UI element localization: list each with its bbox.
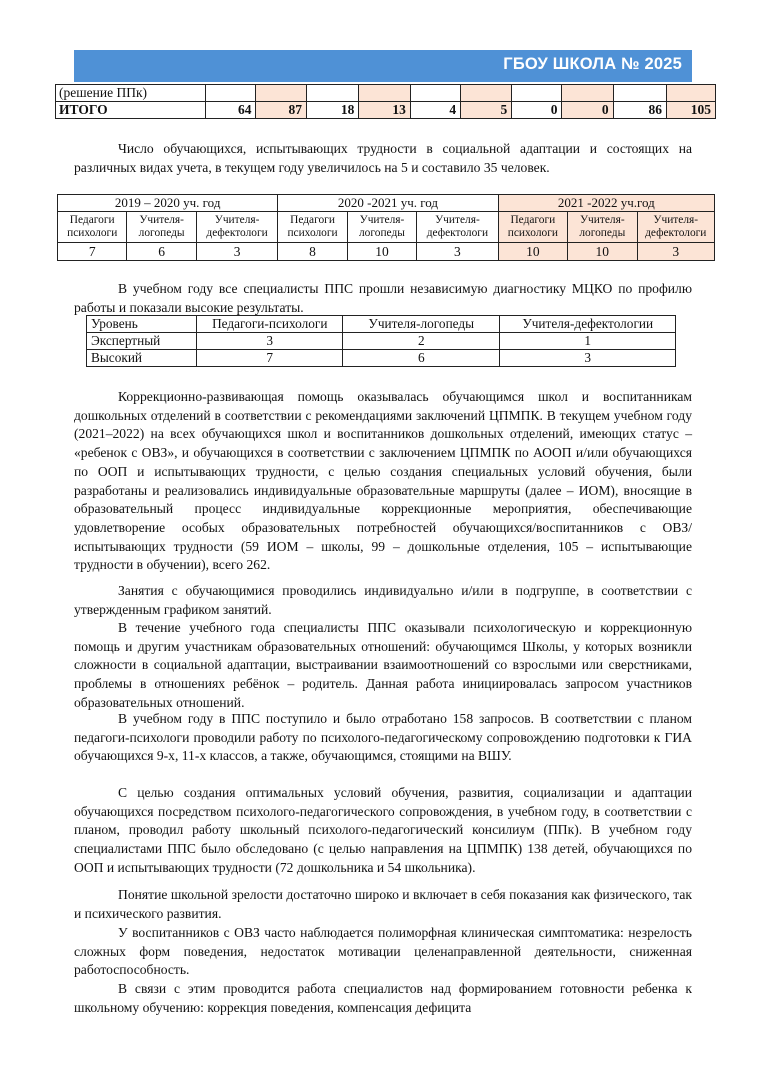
total-cell: 87	[256, 102, 307, 119]
year-header: 2020 -2021 уч. год	[278, 195, 498, 212]
value-cell: 3	[197, 333, 343, 350]
paragraph: В связи с этим проводится работа специалистов над формированием готовности ребенка к школьному обучению: коррекция поведения, компенсация дефицита	[74, 981, 692, 1015]
row-label: (решение ППк)	[56, 85, 206, 102]
year-header: 2019 – 2020 уч. год	[58, 195, 278, 212]
table-row	[87, 316, 676, 333]
table-row	[87, 333, 676, 350]
value-cell: 10	[568, 243, 637, 261]
school-title: ГБОУ ШКОЛА № 2025	[503, 55, 682, 73]
paragraph: В учебном году в ППС поступило и было отработано 158 запросов. В соответствии с планом педагоги-психологи проводили работу по психолого-педагогическому сопровождению подготовки к ГИА обучающихся 9-х, 11-х классов, а также, обучающимся, стоящими на ВШУ.	[74, 711, 692, 764]
column-header: Педагоги психологи	[58, 212, 127, 243]
table-row	[58, 243, 715, 261]
value-cell: 3	[637, 243, 715, 261]
paragraph: В учебном году все специалисты ППС прошли независимую диагностику МЦКО по профилю работы и показали высокие результаты.	[74, 281, 692, 315]
paragraph: Занятия с обучающимися проводились индивидуально и/или в подгруппе, в соответствии с утвержденным графиком занятий.	[74, 583, 692, 617]
total-cell: 18	[306, 102, 358, 119]
value-cell: 2	[343, 333, 500, 350]
paragraph: Понятие школьной зрелости достаточно широко и включает в себя показания как физического, так и психического развития.	[74, 887, 692, 921]
total-cell: 0	[512, 102, 562, 119]
column-header: Учителя-дефектологи	[196, 212, 277, 243]
value-cell: 6	[127, 243, 196, 261]
value-cell: 7	[58, 243, 127, 261]
paragraph: У воспитанников с ОВЗ часто наблюдается полиморфная клиническая симптоматика: незрелость сложных форм поведения, недостаток мотивации целенаправленной деятельности, сниженная работоспособность.	[74, 925, 692, 978]
column-header: Учителя-дефектологии	[500, 316, 676, 333]
total-label: ИТОГО	[56, 102, 206, 119]
totals-table	[55, 84, 716, 119]
total-cell: 105	[667, 102, 716, 119]
column-header: Учителя-логопеды	[343, 316, 500, 333]
value-cell: 10	[498, 243, 567, 261]
total-cell: 0	[562, 102, 613, 119]
table-row	[56, 102, 716, 119]
value-cell: 10	[347, 243, 416, 261]
value-cell: 3	[500, 350, 676, 367]
total-cell: 5	[461, 102, 512, 119]
total-cell: 4	[410, 102, 460, 119]
paragraph: В течение учебного года специалисты ППС оказывали психологическую и коррекционную помощь и другим участникам образовательных отношений: обучающимся Школы, у которых возникли сложности в социальной адаптации, выстраивании взаимоотношений со взрослыми или сверстниками, проблемы в отношениях ребёнок – родитель. Данная работа инициировалась запросом участников образовательных отношений.	[74, 620, 692, 710]
table-row	[87, 350, 676, 367]
table-row	[58, 212, 715, 243]
column-header: Учителя-дефектологи	[417, 212, 498, 243]
staff-table	[57, 194, 715, 261]
level-cell: Экспертный	[87, 333, 197, 350]
column-header: Педагоги психологи	[498, 212, 567, 243]
column-header: Педагоги психологи	[278, 212, 347, 243]
value-cell: 8	[278, 243, 347, 261]
total-cell: 64	[205, 102, 256, 119]
value-cell: 3	[196, 243, 277, 261]
level-table	[86, 315, 676, 367]
column-header: Учителя-дефектологи	[637, 212, 715, 243]
paragraph: Коррекционно-развивающая помощь оказывалась обучающимся школ и воспитанникам дошкольных отделений в соответствии с рекомендациями заключений ЦПМПК. В текущем учебном году (2021–2022) на всех обучающихся школ и воспитанников дошкольных отделений, имеющих статус – «ребенок с ОВЗ», и обучающихся в соответствии с заключением ЦПМПК по АООП и/или обучающихся по ООП и испытывающих трудности, с целью создания специальных условий обучения, были разработаны и реализовались индивидуальные образовательные маршруты (далее – ИОМ), вносящие в образовательный процесс индивидуальные коррекционные мероприятия, обеспечивающие удовлетворение особых образовательных потребностей обучающихся/воспитанников с ОВЗ/испытывающих трудности (59 ИОМ – школы, 99 – дошкольные отделения, 105 – испытывающие трудности в обучении), всего 262.	[74, 389, 692, 573]
column-header: Учителя-логопеды	[127, 212, 196, 243]
column-header: Учителя-логопеды	[347, 212, 416, 243]
value-cell: 6	[343, 350, 500, 367]
header-bar	[74, 50, 692, 82]
column-header: Учителя-логопеды	[568, 212, 637, 243]
column-header: Педагоги-психологи	[197, 316, 343, 333]
year-header: 2021 -2022 уч.год	[498, 195, 714, 212]
total-cell: 13	[359, 102, 410, 119]
value-cell: 7	[197, 350, 343, 367]
table-row	[58, 195, 715, 212]
value-cell: 3	[417, 243, 498, 261]
total-cell: 86	[613, 102, 666, 119]
value-cell: 1	[500, 333, 676, 350]
table-row	[56, 85, 716, 102]
column-header: Уровень	[87, 316, 197, 333]
paragraph: С целью создания оптимальных условий обучения, развития, социализации и адаптации обучающихся посредством психолого-педагогического сопровождения, в учебном году, в соответствии с планом, проводил работу школьный психолого-педагогический консилиум (ППк). В учебном году специалистами ППС было обследовано (с целью направления на ЦПМПК) 138 детей, обучающихся по ООП и испытывающих трудности (72 дошкольника и 54 школьника).	[74, 785, 692, 875]
level-cell: Высокий	[87, 350, 197, 367]
paragraph: Число обучающихся, испытывающих трудности в социальной адаптации и состоящих на различных видах учета, в текущем году увеличилось на 5 и составило 35 человек.	[74, 141, 692, 175]
